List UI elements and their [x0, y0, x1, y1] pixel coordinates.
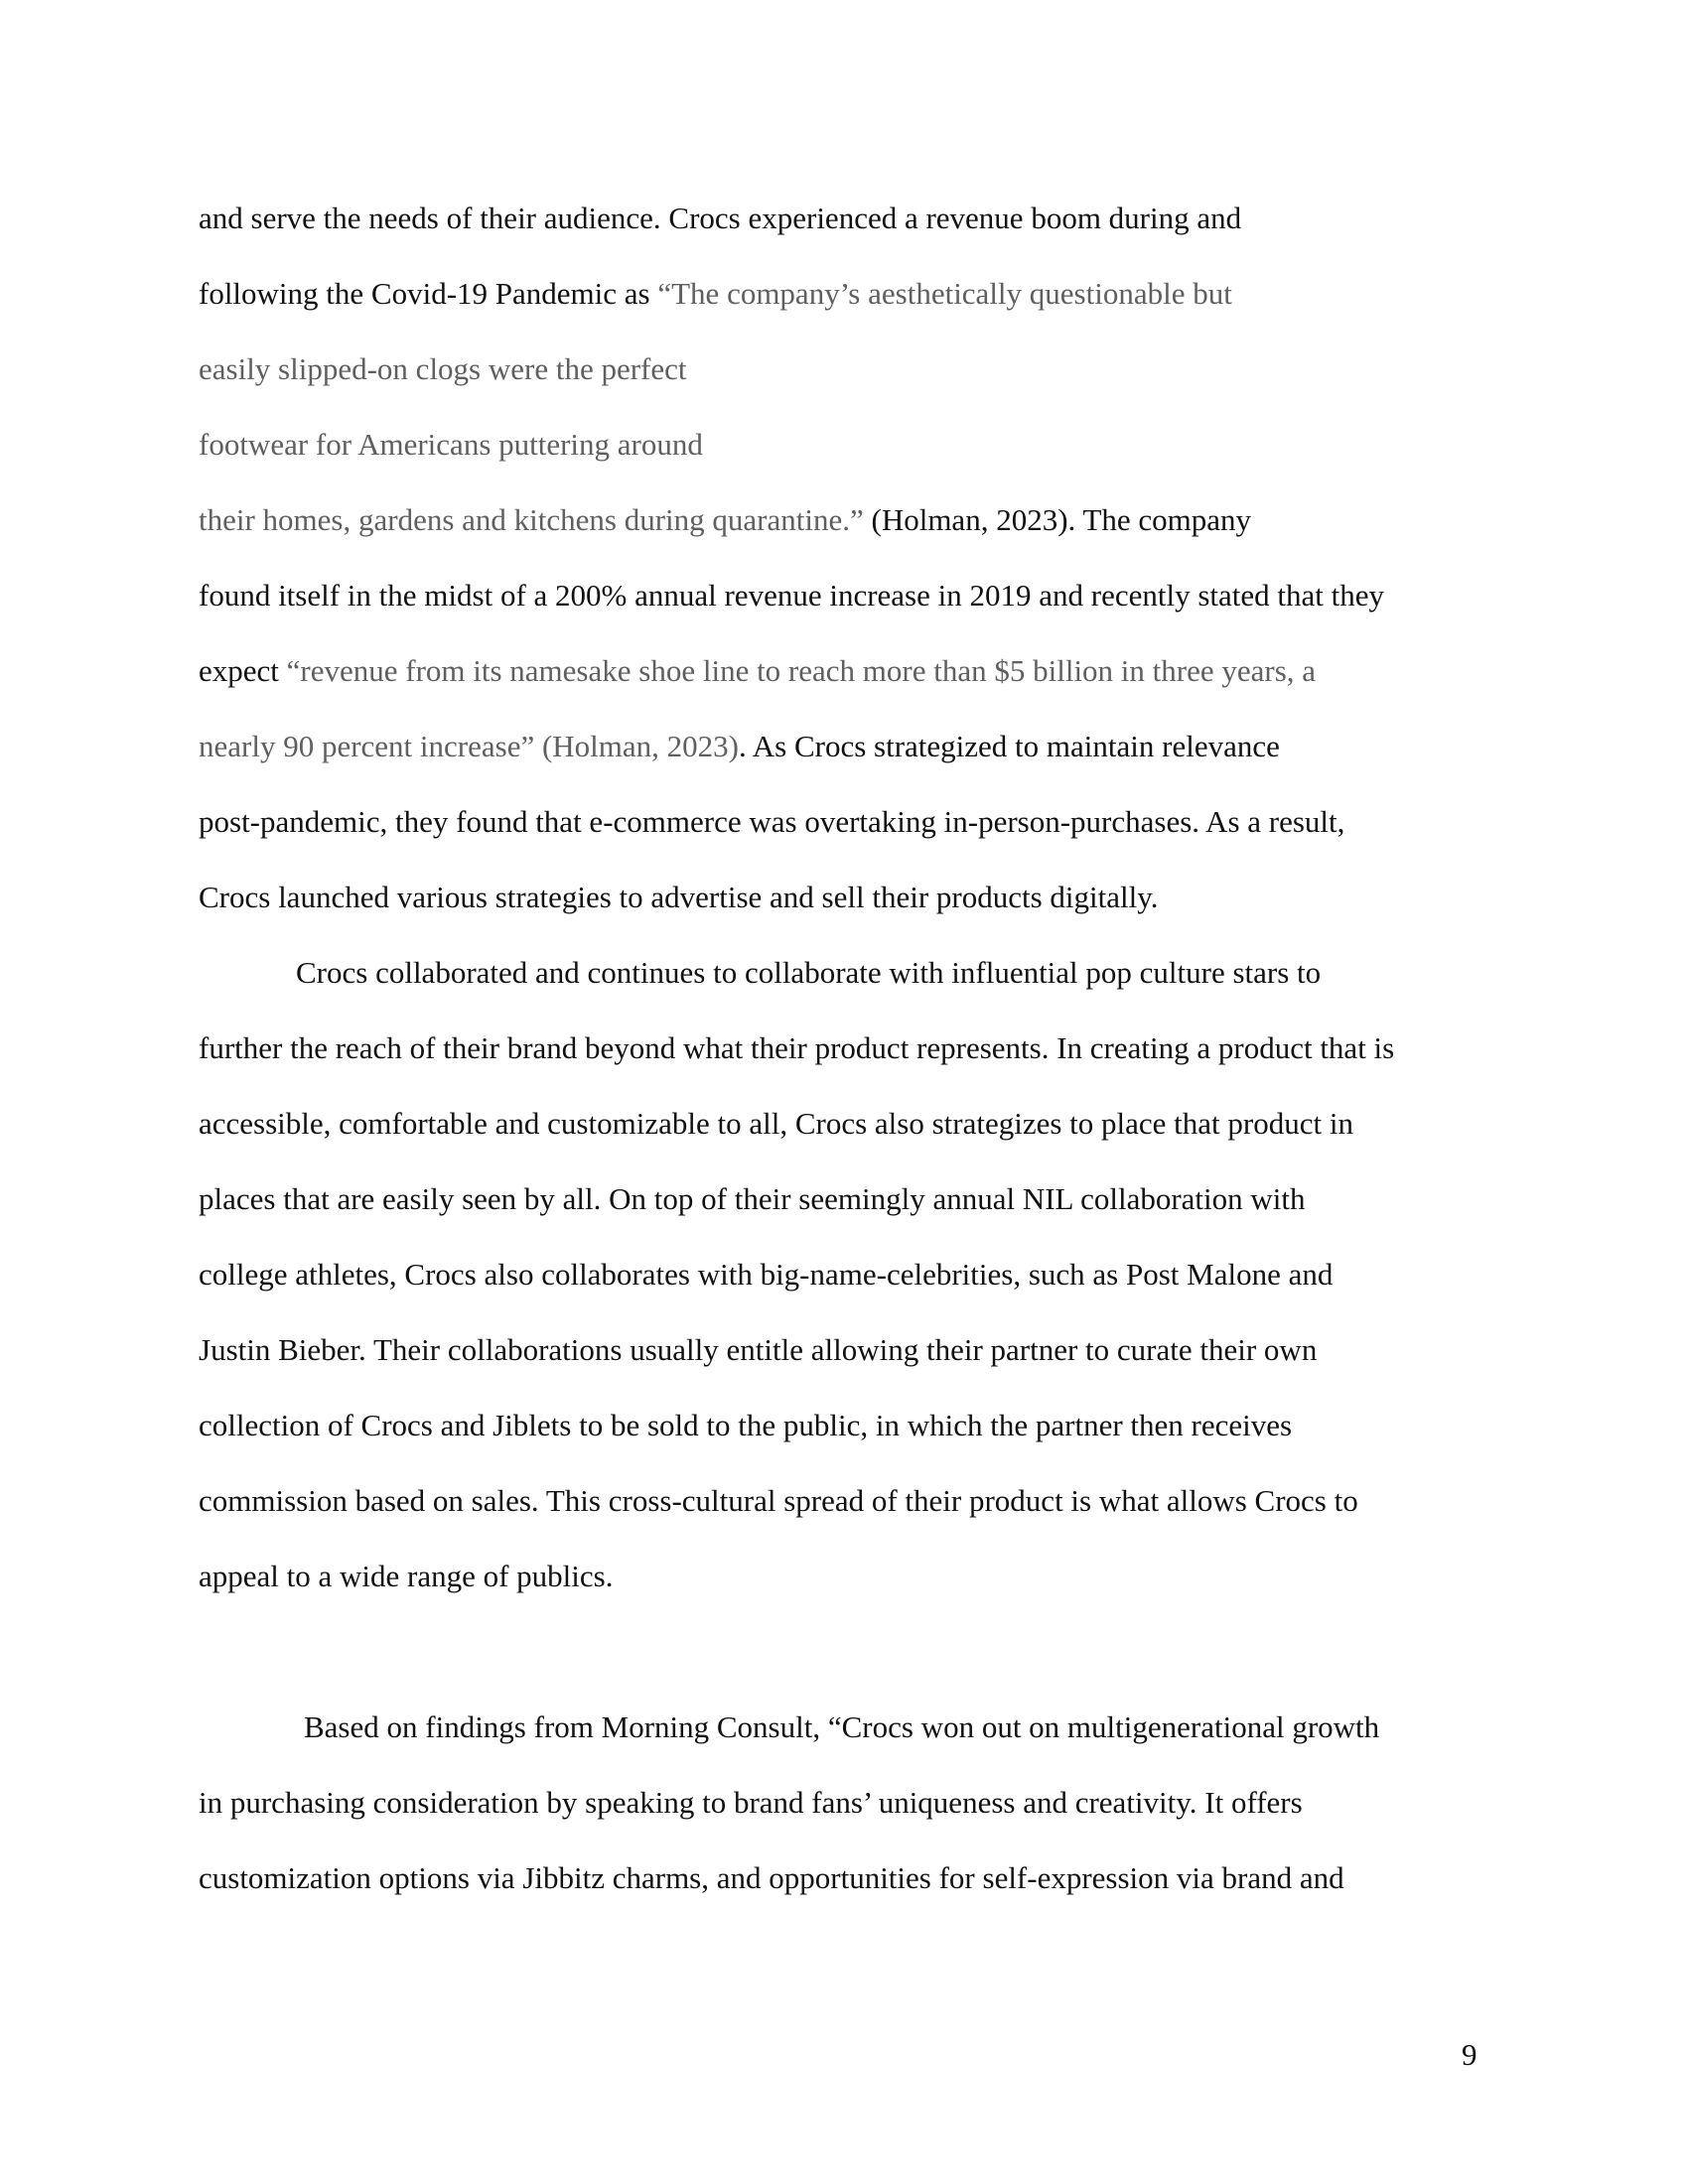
quoted-text-segment: “revenue from its namesake shoe line to reach more than $5 billion in three years, a	[286, 653, 1317, 688]
text-segment: found itself in the midst of a 200% annual revenue increase in 2019 and recently stated that they	[199, 578, 1384, 613]
body-line	[199, 576, 1384, 615]
quoted-text-segment: their homes, gardens and kitchens during quarantine.”	[199, 502, 864, 537]
text-segment: Justin Bieber. Their collaborations usually entitle allowing their partner to curate their own	[199, 1332, 1318, 1367]
quoted-text-segment: nearly 90 percent increase” (Holman, 2023)	[199, 729, 739, 763]
quoted-text-segment: “The company’s aesthetically questionable but	[657, 276, 1232, 311]
body-line	[199, 1255, 1333, 1295]
text-segment: appeal to a wide range of publics.	[199, 1559, 614, 1593]
body-line	[199, 1406, 1292, 1445]
body-line	[199, 274, 1232, 314]
text-segment: (Holman, 2023). The company	[863, 502, 1252, 537]
text-segment: further the reach of their brand beyond what their product represents. In creating a product that is	[199, 1030, 1395, 1065]
body-line	[199, 1858, 1344, 1898]
body-line	[199, 1481, 1358, 1521]
body-line	[199, 1179, 1306, 1219]
body-line	[199, 1028, 1394, 1068]
body-line	[199, 1557, 614, 1596]
text-segment: post-pandemic, they found that e-commerce was overtaking in-person-purchases. As a result,	[199, 804, 1345, 839]
page-number: 9	[1462, 2037, 1477, 2072]
body-line	[199, 651, 1316, 691]
body-line	[199, 1104, 1353, 1144]
body-line	[199, 1783, 1303, 1823]
text-segment: and serve the needs of their audience. Crocs experienced a revenue boom during and	[199, 201, 1242, 235]
body-line	[199, 425, 703, 465]
text-segment: in purchasing consideration by speaking to brand fans’ uniqueness and creativity. It offers	[199, 1785, 1303, 1820]
paragraph-first-line	[296, 953, 1321, 993]
body-line	[199, 727, 1280, 766]
body-line	[199, 349, 687, 389]
body-line	[199, 500, 1251, 540]
text-segment: Crocs launched various strategies to advertise and sell their products digitally.	[199, 880, 1159, 914]
text-segment: commission based on sales. This cross-cultural spread of their product is what allows Crocs to	[199, 1483, 1358, 1518]
text-segment: accessible, comfortable and customizable to all, Crocs also strategizes to place that product in	[199, 1106, 1353, 1141]
body-line	[199, 1330, 1317, 1370]
body-line	[199, 802, 1344, 842]
text-segment: college athletes, Crocs also collaborates with big-name-celebrities, such as Post Malone and	[199, 1257, 1334, 1292]
body-line	[199, 199, 1241, 238]
text-segment: customization options via Jibbitz charms, and opportunities for self-expression via brand and	[199, 1860, 1344, 1895]
text-segment: following the Covid-19 Pandemic as	[199, 276, 658, 311]
text-segment: Based on findings from Morning Consult, “Crocs won out on multigenerational growth	[304, 1709, 1380, 1744]
paragraph-first-line	[304, 1707, 1379, 1747]
text-segment: places that are easily seen by all. On top of their seemingly annual NIL collaboration with	[199, 1181, 1306, 1216]
text-segment: collection of Crocs and Jiblets to be sold to the public, in which the partner then receives	[199, 1408, 1293, 1442]
text-segment: . As Crocs strategized to maintain relevance	[738, 729, 1280, 763]
text-segment: expect	[199, 653, 287, 688]
quoted-text-segment: easily slipped-on clogs were the perfect	[199, 351, 687, 386]
quoted-text-segment: footwear for Americans puttering around	[199, 427, 703, 462]
body-line	[199, 878, 1158, 917]
text-segment: Crocs collaborated and continues to collaborate with influential pop culture stars to	[296, 955, 1322, 990]
